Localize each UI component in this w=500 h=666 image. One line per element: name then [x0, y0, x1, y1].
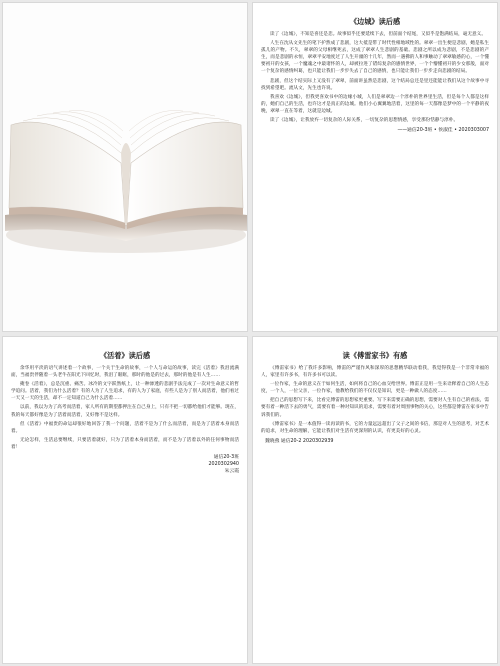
paragraph: 我喜欢《边城》，但我更喜欢书中的边缘小城，人们是翠翠边一个淳朴的世界里生活，但是每个人都是这样的，她们自己的生活，也许这才是真正的边城。他们小心翼翼地活着，这里的每一天都像是梦中的一个平静的夜晚，翠翠一直在等着，这就是边城。 — [261, 94, 489, 114]
page-title: 《边城》读后感 — [349, 17, 401, 26]
paragraph: 一位作家，生命的意义在于如何生活，如何将自己的心血交给世界。傅雷正是用一生来诠释着自己的人生态度，一个人，一位父亲，一位作家，他教给我们的不仅仅是知识，更是一种做人的态度…… — [261, 382, 489, 395]
to-live-review-page — [2, 336, 248, 664]
paragraph: 人生在沈从文先生的笔下护然成了悲剧，这大抵是带了时代性相地域性的。翠翠一出生便是悲剧，她是私生孤儿的产物。不久，翠翠的父母相继死去，这成了翠翠人生悲剧的基础。悲剧之所以成为悲剧，不是悲剧的产生，而是悲剧的永恒，翠翠平安地度过了人生开頭的十几年，然而一遇佛的人和事触动了翠翠敏感的心，一个懂要初开的女孩，一个魔魂之中最诸怀的人，却被拉进了错综复杂的感情世界，一个个懵懂初开的少女那般，面对一个复杂的感情纠葛，也只能让我们一步步失去了自己的感情，也只能让我们一步步走向悲剧的结局。 — [261, 41, 489, 75]
paragraph: 掩卷《活着》，总是沉重、痛苦。冰冷的文字跃然纸上，让一种渗透的悲剧手法完成了一次对生命意义的哲学追问。活着，我们为什么活着？有的人为了人生追求，有的人为了家庭，有些人是为了别人而活着，他们看过一天又一天的生活，却不一定知道自己为什么活着…… — [11, 382, 239, 402]
paragraph: 读了《边城》，不知是喜还是悲。故事似乎还要延续下去，但前面个结尾，又似乎是饱满结局，毫无意义。 — [270, 32, 486, 37]
signature-class: 通信20-3班 — [213, 455, 239, 461]
author-signature: ——通信20-3班 • 侯淑佳 • 2020303007 — [397, 128, 489, 134]
paragraph: 悲剧，但这个结实际上又没有了翠翠，前面讲虽然是悲剧，这个结局总还是里还能能让我们从这个故事中寻找到希望吧。流从文，先生也许说。 — [261, 78, 489, 91]
book-photo-page — [2, 2, 248, 332]
paragraph: 余华用平淡的语气讲述着一个故事，一个关于生命的故事，一个人与命运的故事，读完《活着》我泪流满面，当福贵伴随着一头老牛在阳光下回忆时，我泪了眼眶，那时的他是的过去，那时的他是有人生…… — [11, 366, 239, 379]
author-signature — [11, 454, 239, 475]
paragraph: 读了《边城》，让我放弃一切复杂的人际关系，一切复杂的思想情感，享受那份恬静与淳朴。 — [270, 118, 459, 124]
author-signature: 魏晓燕 通信20-2 2020302939 — [265, 438, 334, 444]
paragraph: 把自己的思想写下来，比看完傅雷的思想家更重要。写下来需要正确的思想，需要对人生有自己的看法，需要有着一种活下去的勇气，需要有着一种对知识的追求，需要有着对周围事物的关心，这些都是傅雷在家书中告诉我们的。 — [261, 398, 489, 418]
border-town-review-page — [252, 2, 498, 332]
paragraph: 以前，我以为为了高考而活着，家人所有的期望都押注在自己身上，只有不把一切都给他们才能够。现在，我的每天都好像是为了活着而活着，又好像不是这样。 — [11, 405, 239, 418]
paragraph: 无论怎样，生活总要继续，只要活着就好，只为了活着本身而活着，而不是为了活着以外的任何事物而活着！ — [11, 437, 239, 450]
page-title: 读《傅雷家书》有感 — [342, 351, 408, 360]
signature-name: 朱云霞 — [224, 469, 239, 475]
page-title: 《活着》读后感 — [99, 351, 151, 360]
paragraph: 但《活着》中福贵的命运却很好地回答了我一个问题，活着不是为了什么而活着，而是为了活着本身而活着。 — [11, 421, 239, 434]
fu-lei-letters-review-page — [252, 336, 498, 664]
signature-id: 2020302940 — [208, 462, 239, 468]
paragraph: 《傅雷家书》给了我许多影响，傅雷的严谨作风和深厚的思想精华联动着我，我觉得我是一个非常幸福的人，家里有许多书，有许多书可以读。 — [261, 366, 489, 379]
paragraph: 《傅雷家书》是一本值得一读再读的书，它的力量远远超出了父子之间的书信，那是对人生的思考，对艺术的追求，对生命的理解，它能让我们对生活有更深刻的认识，有更美好的心灵。 — [261, 421, 489, 434]
open-book-illustration — [3, 3, 248, 332]
